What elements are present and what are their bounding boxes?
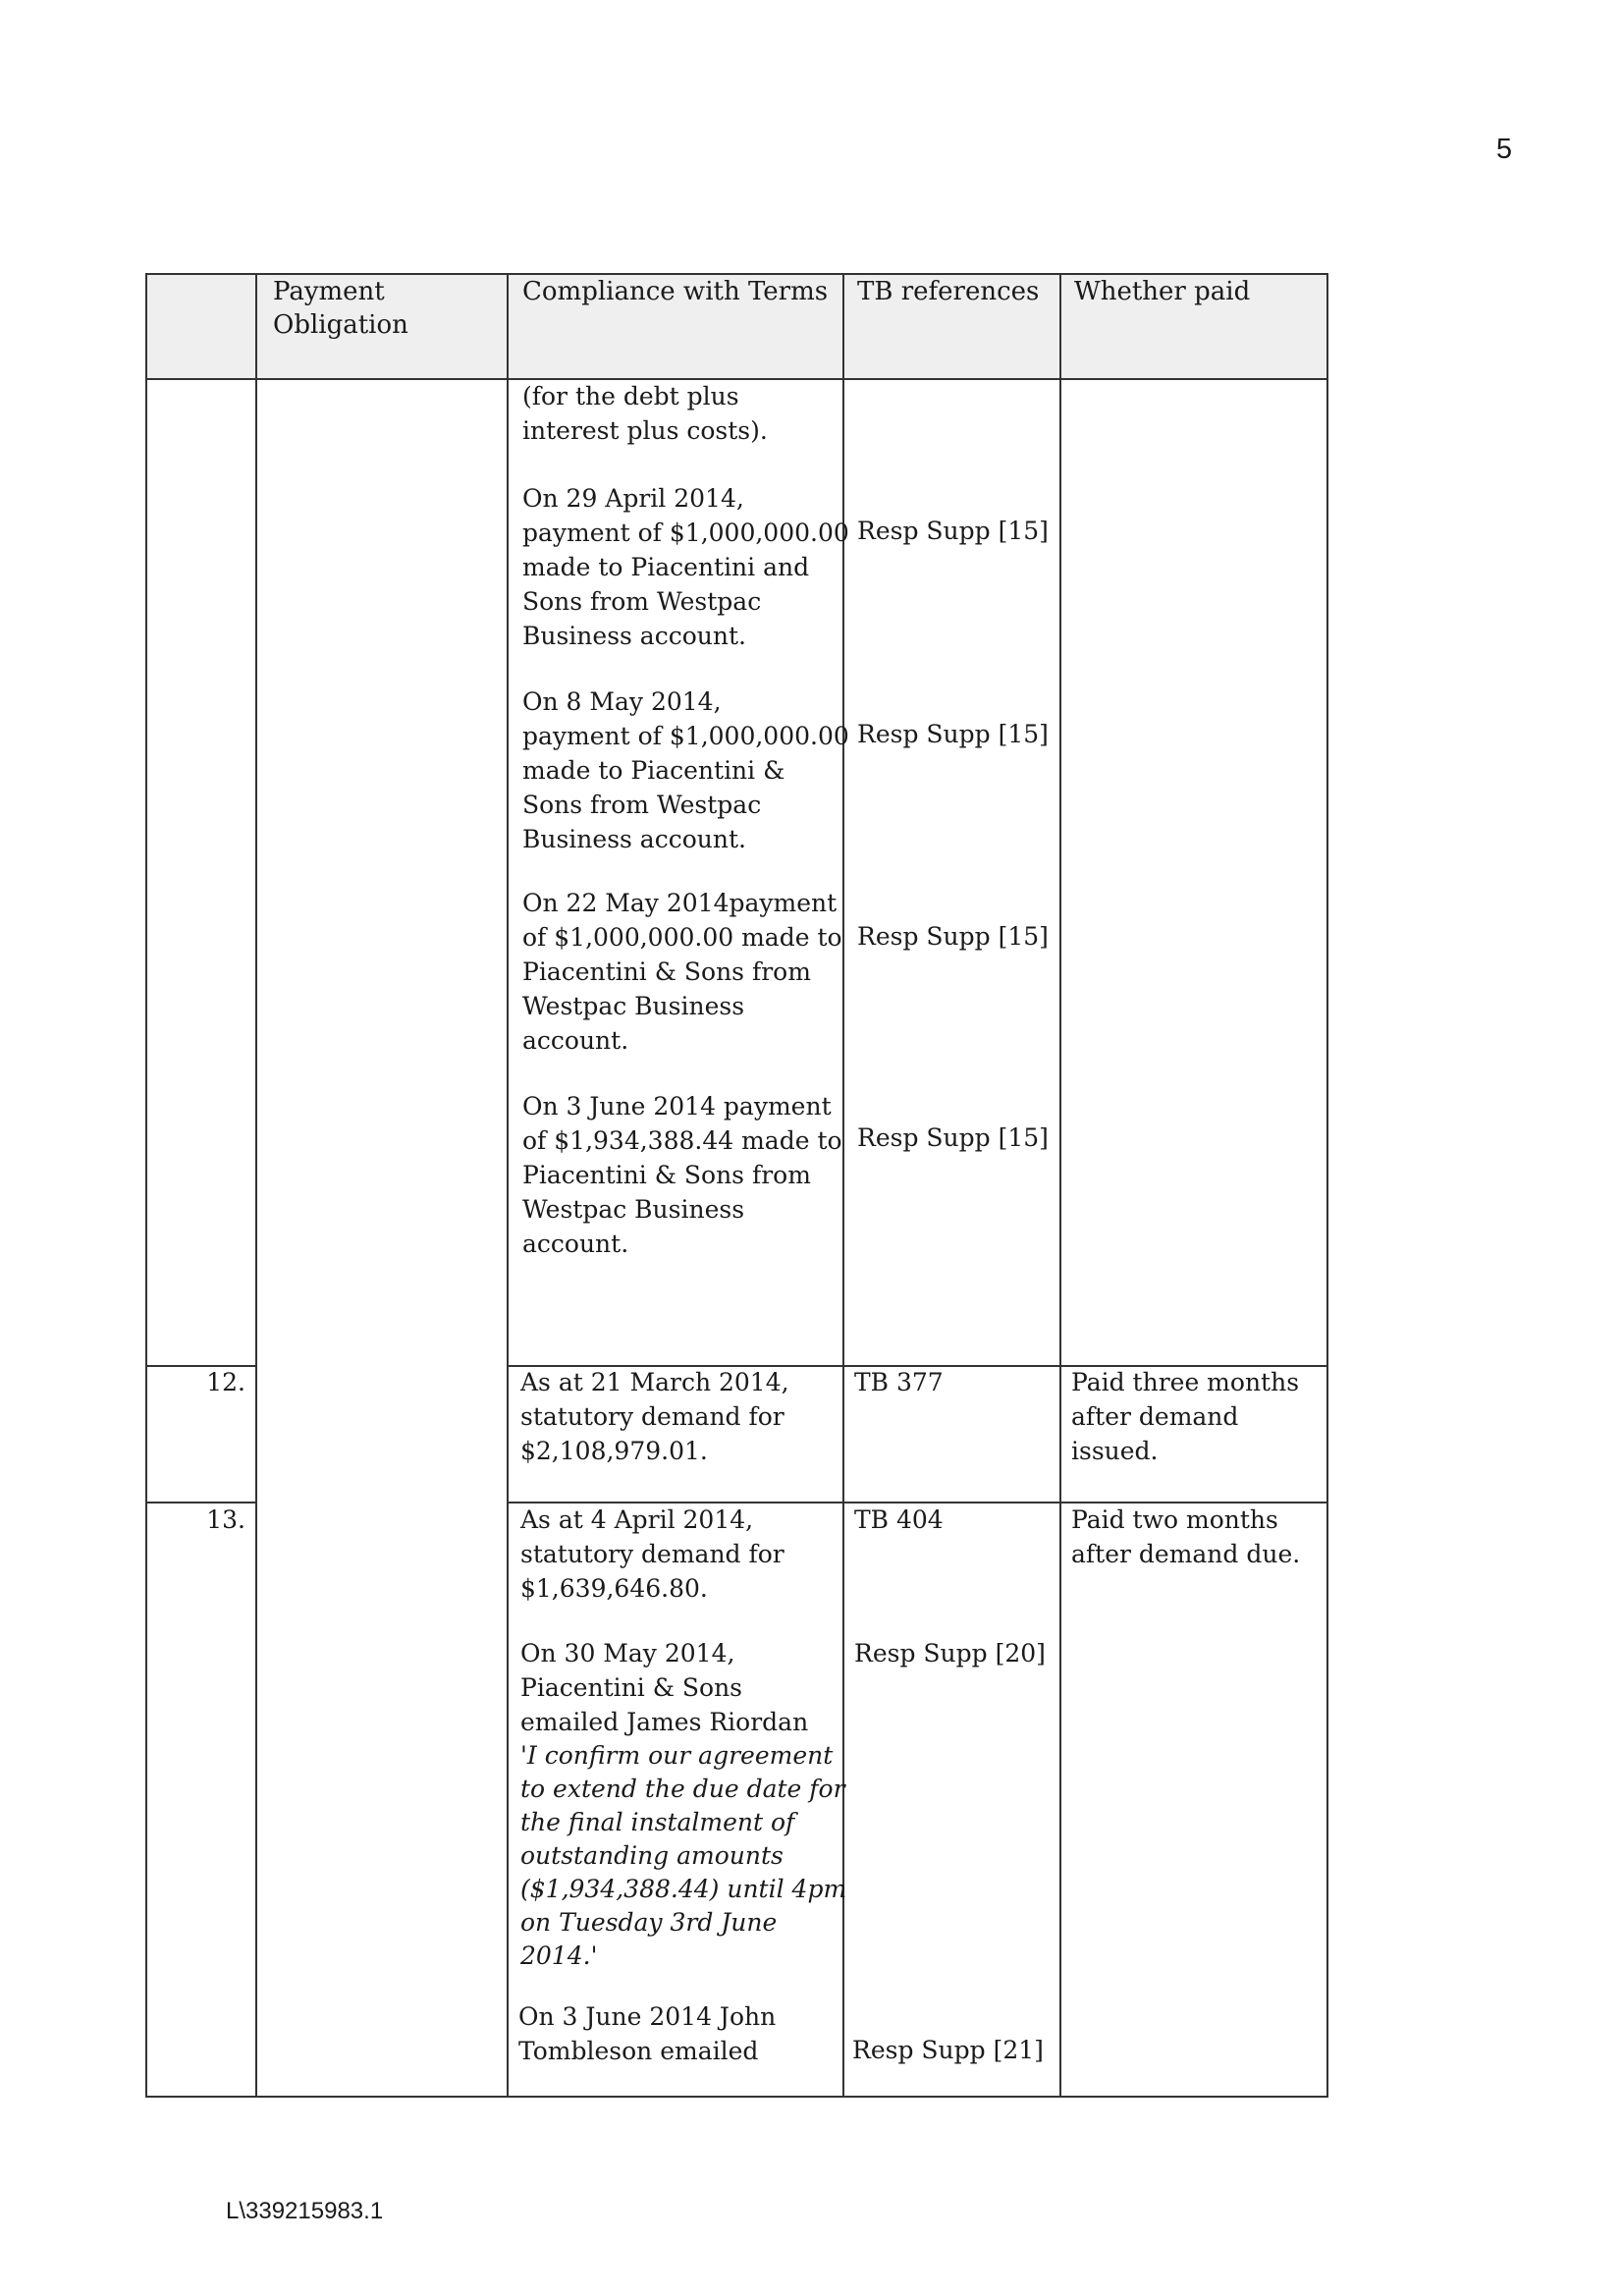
header-whether-paid: Whether paid <box>1074 277 1251 306</box>
row-number: 13. <box>206 1505 245 1534</box>
tb-reference-cell: TB 377 <box>854 1368 944 1396</box>
tb-reference-cell: TB 404 <box>854 1505 944 1534</box>
compliance-cell: On 22 May 2014payment of $1,000,000.00 made to Piacentini & Sons from Westpac Business account. <box>522 889 842 1055</box>
compliance-cell: On 29 April 2014, payment of $1,000,000.00 made to Piacentini and Sons from Westpac Business account. <box>522 484 849 650</box>
payments-table <box>145 273 1328 2098</box>
compliance-cell: On 30 May 2014, Piacentini & Sons emailed James Riordan <box>520 1639 809 1736</box>
compliance-cell: On 3 June 2014 payment of $1,934,388.44 made to Piacentini & Sons from Westpac Business account. <box>522 1092 842 1258</box>
tb-reference-cell: Resp Supp [15] <box>857 922 1049 951</box>
compliance-cell: (for the debt plus interest plus costs). <box>522 382 768 445</box>
page-number: 5 <box>1495 134 1512 165</box>
column-divider <box>507 275 509 2096</box>
compliance-cell: As at 21 March 2014, statutory demand for $2,108,979.01. <box>520 1368 789 1465</box>
email-quote: 'I confirm our agreement to extend the due date for the final instalment of outstanding amounts ($1,934,388.44) until 4pm on Tuesday 3rd June 2014.' <box>520 1741 847 1970</box>
document-reference: L\339215983.1 <box>226 2198 384 2224</box>
compliance-cell: On 8 May 2014, payment of $1,000,000.00 made to Piacentini & Sons from Westpac Business account. <box>522 687 849 853</box>
compliance-cell: As at 4 April 2014, statutory demand for $1,639,646.80. <box>520 1505 784 1603</box>
tb-reference-cell: Resp Supp [20] <box>854 1639 1046 1667</box>
whether-paid-cell: Paid three months after demand issued. <box>1071 1368 1300 1465</box>
column-divider <box>255 275 257 2096</box>
header-tb-references: TB references <box>857 277 1040 306</box>
tb-reference-cell: Resp Supp [15] <box>857 720 1049 748</box>
compliance-cell: On 3 June 2014 John Tombleson emailed <box>518 2002 777 2065</box>
tb-reference-cell: Resp Supp [15] <box>857 1123 1049 1152</box>
header-compliance: Compliance with Terms <box>522 277 829 306</box>
tb-reference-cell: Resp Supp [21] <box>852 2036 1044 2064</box>
column-divider <box>1059 275 1061 2096</box>
tb-reference-cell: Resp Supp [15] <box>857 517 1049 545</box>
whether-paid-cell: Paid two months after demand due. <box>1071 1505 1301 1568</box>
row-number: 12. <box>206 1368 245 1396</box>
header-payment-obligation: Payment Obligation <box>273 277 408 340</box>
